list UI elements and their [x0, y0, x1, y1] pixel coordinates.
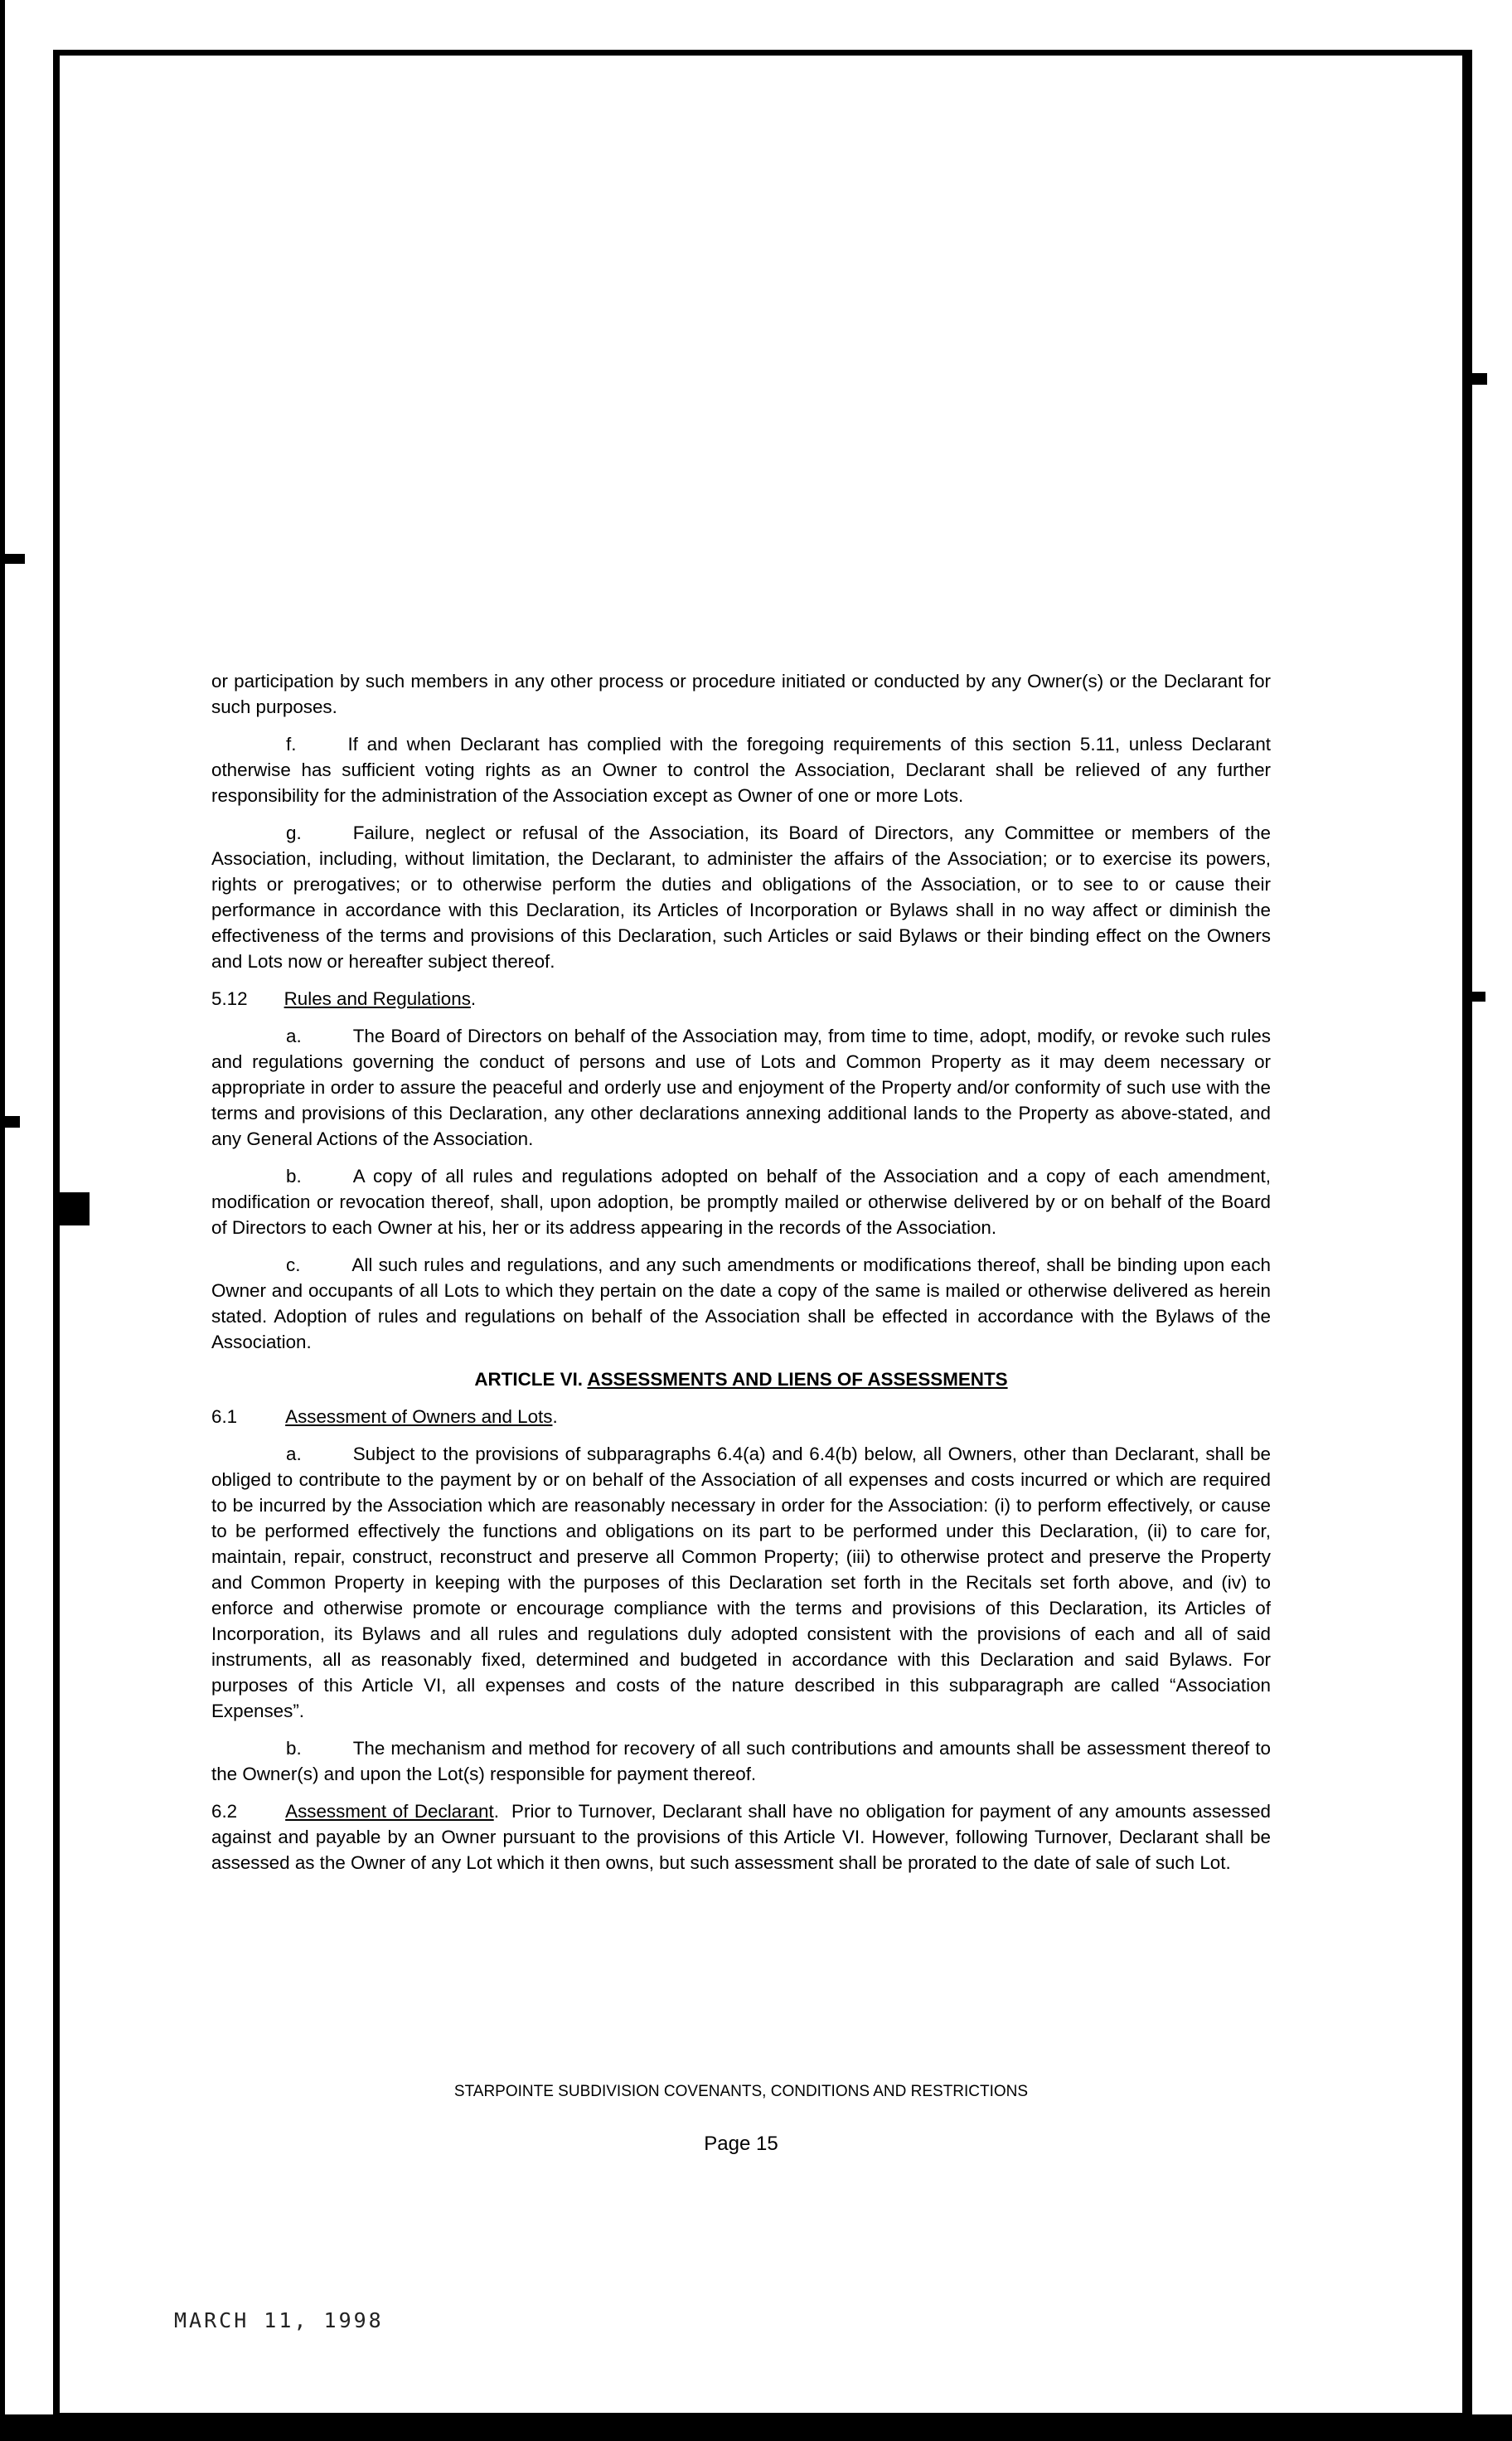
article-heading: ARTICLE VI. ASSESSMENTS AND LIENS OF ASSESSMENTS [474, 1369, 1008, 1390]
section-heading-6-1: 6.1 Assessment of Owners and Lots. [211, 1406, 558, 1427]
paragraph: b. The mechanism and method for recovery of all such contributions and amounts shall be assessment thereof to the Owner(s) and upon the Lot(s) responsible for payment thereof. [211, 1738, 1271, 1784]
scan-artifact [0, 554, 25, 564]
footer-title: STARPOINTE SUBDIVISION COVENANTS, CONDITIONS AND RESTRICTIONS [453, 2083, 1029, 2100]
scan-artifact [1472, 992, 1485, 1002]
page-number: Page 15 [704, 2133, 778, 2155]
scan-left-edge [0, 0, 5, 2441]
section-6-2: 6.2 Assessment of Declarant. Prior to Turnover, Declarant shall have no obligation for payment of any amounts assessed against and payable by an Owner pursuant to the provisions of this Article VI. However, following Turnover, Declarant shall be assessed as the Owner of any Lot which it then owns, but such assessment shall be prorated to the date of sale of such Lot. [211, 1801, 1272, 1873]
scan-bottom-bar [0, 2414, 1512, 2441]
scan-artifact [1472, 373, 1487, 385]
scan-artifact [53, 1192, 90, 1225]
paragraph: g. Failure, neglect or refusal of the Association, its Board of Directors, any Committee or members of the Association, including, without limitation, the Declarant, to administer the affairs of the Association; or to exercise its powers, rights or prerogatives; or to otherwise perform the duties and obligations of the Association, or to see to or cause their performance in accordance with this Declaration, its Articles of Incorporation or Bylaws shall in no way affect or diminish the effectiveness of the terms and provisions of this Declaration, such Articles or said Bylaws or their binding effect on the Owners and Lots now or hereafter subject thereof. [211, 823, 1271, 972]
paragraph: a. Subject to the provisions of subparagraphs 6.4(a) and 6.4(b) below, all Owners, other than Declarant, shall be obliged to contribute to the payment by or on behalf of the Association of all expenses and costs incurred or which are required to be incurred by the Association which are reasonably necessary in order for the Association: (i) to perform effectively, or cause to be performed effectively the functions and obligations on its part to be performed under this Declaration, (ii) to care for, maintain, repair, construct, reconstruct and preserve all Common Property; (iii) to otherwise protect and preserve the Property and Common Property in keeping with the purposes of this Declaration set forth in the Recitals set forth above, and (iv) to enforce and otherwise promote or encourage compliance with the terms and provisions of this Declaration, its Articles of Incorporation, its Bylaws and all rules and regulations duly adopted consistent with the provisions of each and all of said instruments, all as reasonably fixed, determined and budgeted in accordance with this Declaration and said Bylaws. For purposes of this Article VI, all expenses and costs of the nature described in this subparagraph are called “Association Expenses”. [211, 1444, 1271, 1721]
paragraph: f. If and when Declarant has complied with the foregoing requirements of this section 5.11, unless Declarant otherwise has sufficient voting rights as an Owner to control the Association, Declarant shall be relieved of any further responsibility for the administration of the Association except as Owner of one or more Lots. [211, 734, 1271, 806]
document-body [211, 668, 1271, 1887]
paragraph: a. The Board of Directors on behalf of the Association may, from time to time, adopt, modify, or revoke such rules and regulations governing the conduct of persons and use of Lots and Common Property as it may deem necessary or appropriate in order to assure the peaceful and orderly use and enjoyment of the Property and/or conformity of such use with the terms and provisions of this Declaration, any other declarations annexing additional lands to the Property as above-stated, and any General Actions of the Association. [211, 1026, 1271, 1149]
scan-artifact [0, 1116, 20, 1128]
paragraph: b. A copy of all rules and regulations adopted on behalf of the Association and a copy of each amendment, modification or revocation thereof, shall, upon adoption, be promptly mailed or otherwise delivered by or on behalf of the Board of Directors to each Owner at his, her or its address appearing in the records of the Association. [211, 1166, 1271, 1238]
section-heading-5-12: 5.12 Rules and Regulations. [211, 988, 477, 1009]
paragraph: c. All such rules and regulations, and any such amendments or modifications thereof, shall be binding upon each Owner and occupants of all Lots to which they pertain on the date a copy of the same is mailed or otherwise delivered as herein stated. Adoption of rules and regulations on behalf of the Association shall be effected in accordance with the Bylaws of the Association. [211, 1254, 1271, 1352]
paragraph: or participation by such members in any other process or procedure initiated or conducted by any Owner(s) or the Declarant for such purposes. [211, 671, 1271, 717]
handwritten-date: MARCH 11, 1998 [174, 2308, 384, 2332]
